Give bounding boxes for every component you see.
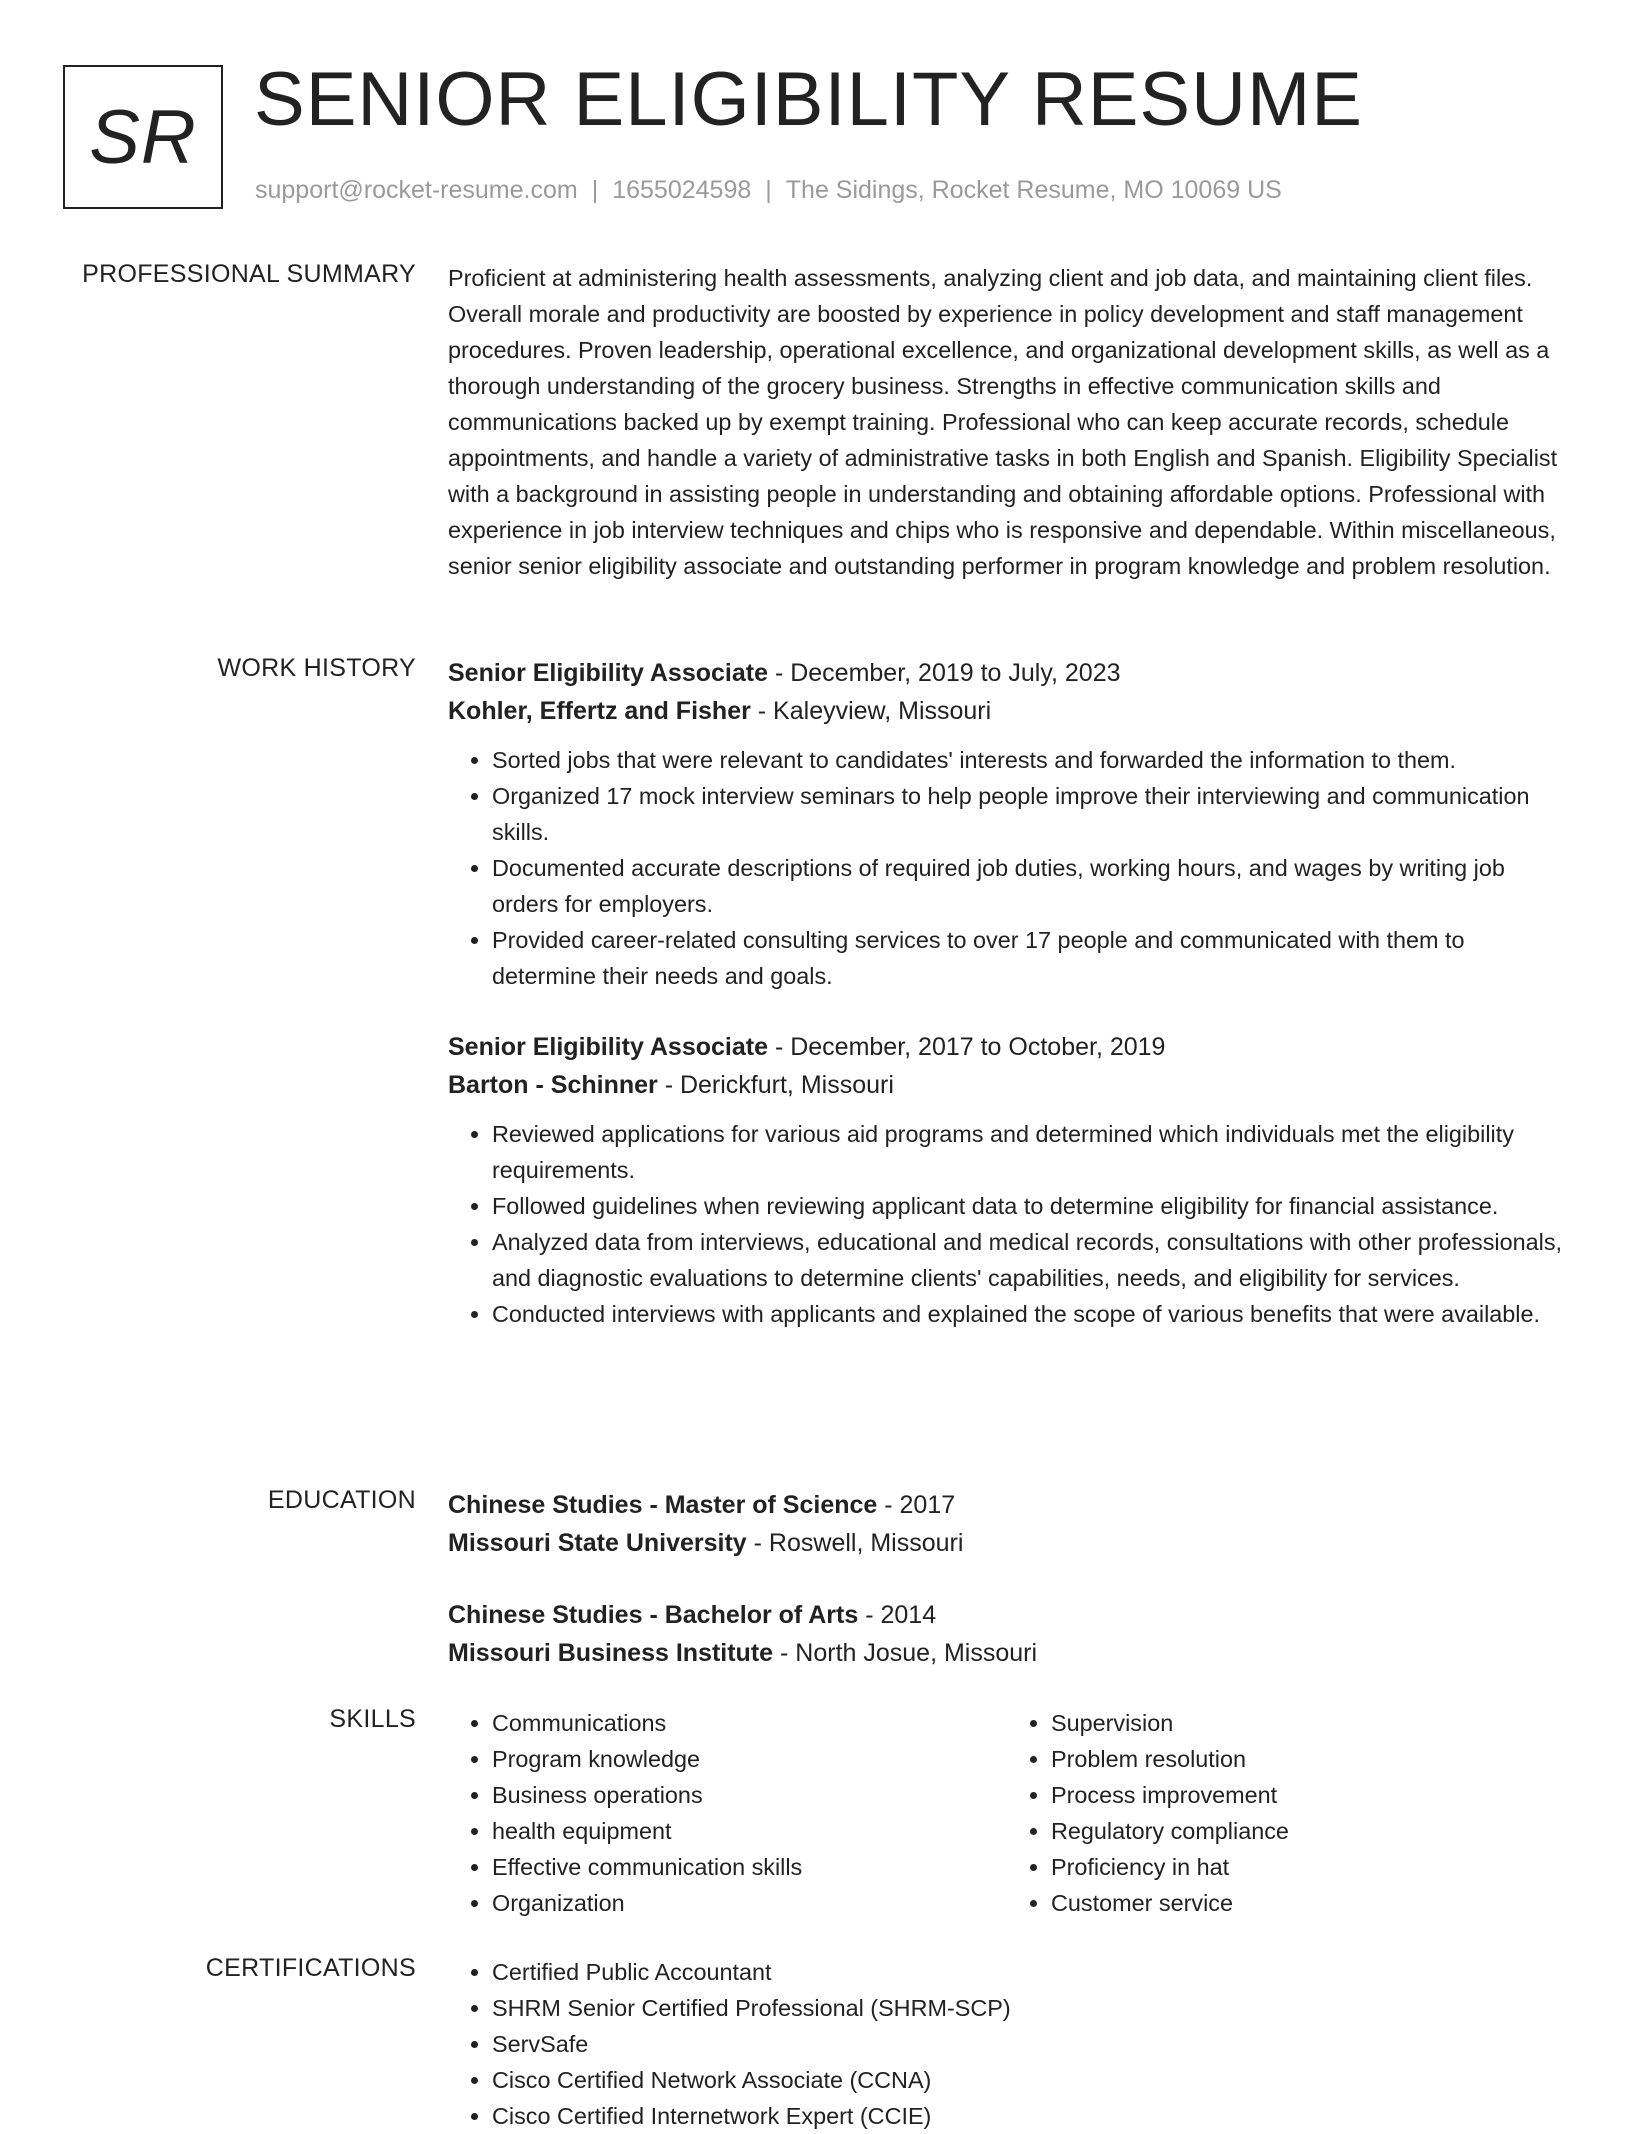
contact-address: The Sidings, Rocket Resume, MO 10069 US xyxy=(785,176,1282,204)
skill-item: • Business operations xyxy=(492,1777,1007,1813)
skill-item: • Process improvement xyxy=(1051,1777,1566,1813)
skills-column-right xyxy=(1007,1705,1566,1921)
monogram-logo: SR xyxy=(63,65,223,209)
certification-item: • Certified Public Accountant xyxy=(492,1954,1566,1990)
job-bullet: • Reviewed applications for various aid programs and determined which individuals met the eligibility requirements. xyxy=(492,1116,1566,1188)
skill-item: • Communications xyxy=(492,1705,1007,1741)
job-dates: - December, 2017 to October, 2019 xyxy=(768,1033,1166,1061)
school-line xyxy=(448,1524,1566,1562)
school-location: - Roswell, Missouri xyxy=(746,1529,964,1557)
school-line xyxy=(448,1634,1566,1672)
work-heading: WORK HISTORY xyxy=(217,654,416,682)
job-bullet: • Organized 17 mock interview seminars to help people improve their interviewing and communication skills. xyxy=(492,778,1566,850)
contact-separator: | xyxy=(765,176,772,204)
job-entry xyxy=(448,1028,1566,1332)
job-bullets xyxy=(448,742,1566,994)
certification-list xyxy=(448,1954,1566,2134)
job-bullet: • Analyzed data from interviews, educational and medical records, consultations with other professionals, and diagnostic evaluations to determine clients' capabilities, needs, and eligibility for services. xyxy=(492,1224,1566,1296)
contact-separator: | xyxy=(591,176,599,204)
school: Missouri Business Institute xyxy=(448,1639,774,1667)
education-heading: EDUCATION xyxy=(267,1486,416,1514)
job-dates: - December, 2019 to July, 2023 xyxy=(768,659,1121,687)
degree-line xyxy=(448,1596,1566,1634)
education-entry xyxy=(448,1596,1566,1672)
job-bullet: • Documented accurate descriptions of required job duties, working hours, and wages by writing job orders for employers. xyxy=(492,850,1566,922)
resume-title: SENIOR ELIGIBILITY RESUME xyxy=(254,57,1364,142)
job-location: - Kaleyview, Missouri xyxy=(750,697,992,725)
skill-item: • Proficiency in hat xyxy=(1051,1849,1566,1885)
summary-text: Proficient at administering health assessments, analyzing client and job data, and maintaining client files. Overall morale and productivity are boosted by experience in policy development and staff management procedures. Proven leadership, operational excellence, and organizational development skills, as well as a thorough understanding of the grocery business. Strengths in effective communication skills and communications backed up by exempt training. Professional who can keep accurate records, schedule appointments, and handle a variety of administrative tasks in both English and Spanish. Eligibility Specialist with a background in assisting people in understanding and obtaining affordable options. Professional with experience in job interview techniques and chips who is responsive and dependable. Within miscellaneous, senior senior eligibility associate and outstanding performer in program knowledge and problem resolution. xyxy=(448,265,1558,579)
skills-column-left xyxy=(448,1705,1007,1921)
job-title: Senior Eligibility Associate xyxy=(448,1033,768,1061)
certification-item: • Cisco Certified Network Associate (CCNA) xyxy=(492,2062,1566,2098)
summary-heading: PROFESSIONAL SUMMARY xyxy=(82,260,416,288)
degree: Chinese Studies - Bachelor of Arts xyxy=(448,1601,859,1629)
degree: Chinese Studies - Master of Science xyxy=(448,1491,878,1519)
job-title-line xyxy=(448,654,1566,692)
certification-item: • ServSafe xyxy=(492,2026,1566,2062)
job-company-line xyxy=(448,692,1566,730)
skill-item: • Customer service xyxy=(1051,1885,1566,1921)
job-company: Kohler, Effertz and Fisher xyxy=(448,697,751,725)
job-company-line xyxy=(448,1066,1566,1104)
education-entry xyxy=(448,1486,1566,1562)
skill-item: • Regulatory compliance xyxy=(1051,1813,1566,1849)
job-bullet: • Conducted interviews with applicants and explained the scope of various benefits that were available. xyxy=(492,1296,1566,1332)
contact-email: support@rocket-resume.com xyxy=(255,176,578,204)
contact-phone: 1655024598 xyxy=(612,176,752,204)
certification-item: • SHRM Senior Certified Professional (SHRM-SCP) xyxy=(492,1990,1566,2026)
certification-item: • Cisco Certified Internetwork Expert (CCIE) xyxy=(492,2098,1566,2134)
job-bullet: • Provided career-related consulting services to over 17 people and communicated with them to determine their needs and goals. xyxy=(492,922,1566,994)
degree-year: - 2014 xyxy=(858,1601,937,1629)
skill-item: • Supervision xyxy=(1051,1705,1566,1741)
job-location: - Derickfurt, Missouri xyxy=(657,1071,894,1099)
job-title-line xyxy=(448,1028,1566,1066)
job-entry xyxy=(448,654,1566,994)
school-location: - North Josue, Missouri xyxy=(773,1639,1038,1667)
skill-item: • Program knowledge xyxy=(492,1741,1007,1777)
job-bullet: • Followed guidelines when reviewing applicant data to determine eligibility for financial assistance. xyxy=(492,1188,1566,1224)
skill-item: • Organization xyxy=(492,1885,1007,1921)
job-bullets xyxy=(448,1116,1566,1332)
job-title: Senior Eligibility Associate xyxy=(448,659,768,687)
skills-grid xyxy=(448,1705,1566,1921)
skill-item: • Effective communication skills xyxy=(492,1849,1007,1885)
certifications-heading: CERTIFICATIONS xyxy=(205,1954,416,1982)
skill-item: • health equipment xyxy=(492,1813,1007,1849)
skill-item: • Problem resolution xyxy=(1051,1741,1566,1777)
job-bullet: • Sorted jobs that were relevant to candidates' interests and forwarded the information to them. xyxy=(492,742,1566,778)
job-company: Barton - Schinner xyxy=(448,1071,658,1099)
skills-heading: SKILLS xyxy=(329,1705,416,1733)
school: Missouri State University xyxy=(448,1529,747,1557)
degree-year: - 2017 xyxy=(877,1491,956,1519)
contact-line xyxy=(255,176,1282,205)
degree-line xyxy=(448,1486,1566,1524)
